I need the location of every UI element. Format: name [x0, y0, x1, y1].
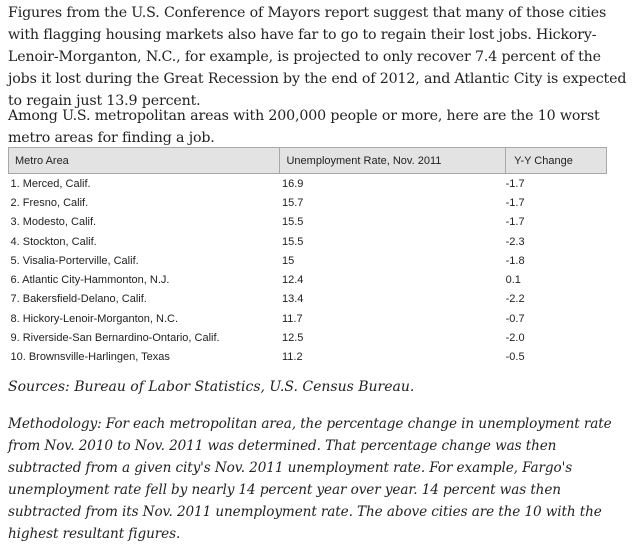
table-row: [9, 251, 607, 270]
table-row: [9, 193, 607, 212]
unemployment-rate-cell: 11.7: [281, 312, 303, 325]
yy-change-cell: -1.7: [505, 177, 525, 190]
metro-area-cell: 1. Merced, Calif.: [10, 177, 91, 190]
unemployment-rate-cell: 15.7: [281, 196, 304, 209]
unemployment-rate-cell: 12.5: [281, 332, 304, 345]
unemployment-rate-cell: 12.4: [281, 274, 304, 287]
table-row: [9, 270, 607, 289]
header-yy-change: Y-Y Change: [506, 148, 607, 174]
table-row: [9, 213, 607, 232]
table-row: [9, 348, 607, 367]
metro-area-cell: 5. Visalia-Porterville, Calif.: [10, 254, 139, 267]
metro-area-cell: 8. Hickory-Lenoir-Morganton, N.C.: [10, 312, 179, 325]
header-unemployment-rate: Unemployment Rate, Nov. 2011: [280, 148, 506, 174]
intro-paragraph: Figures from the U.S. Conference of Mayors report suggest that many of those cities with flagging housing markets also have far to go to regain their lost jobs. Hickory-Lenoir-Morganton, N.C., for example, is projected to only recover 7.4 percent of the jobs it lost during the Great Recession by the end of 2012, and Atlantic City is expected to regain just 13.9 percent.: [8, 5, 627, 109]
metro-area-cell: 9. Riverside-San Bernardino-Ontario, Calif.: [10, 332, 220, 345]
lead-paragraph: Among U.S. metropolitan areas with 200,000 people or more, here are the 10 worst metro areas for finding a job.: [8, 108, 600, 146]
metro-area-cell: 10. Brownsville-Harlingen, Texas: [10, 351, 170, 364]
unemployment-rate-cell: 16.9: [281, 177, 304, 190]
sources-note: Sources: Bureau of Labor Statistics, U.S. Census Bureau.: [8, 379, 415, 395]
unemployment-rate-cell: 15.5: [281, 216, 304, 229]
metro-area-cell: 4. Stockton, Calif.: [10, 235, 97, 248]
yy-change-cell: 0.1: [505, 274, 521, 287]
table-header-row: [9, 148, 607, 174]
yy-change-cell: -2.0: [505, 332, 525, 345]
metro-area-cell: 2. Fresno, Calif.: [10, 196, 89, 209]
unemployment-rate-cell: 13.4: [281, 293, 304, 306]
yy-change-cell: -1.8: [505, 254, 525, 267]
yy-change-cell: -2.2: [505, 293, 525, 306]
yy-change-cell: -1.7: [505, 196, 525, 209]
table-row: [9, 328, 607, 347]
table-row: [9, 309, 607, 328]
worst-metro-areas-table: [8, 147, 607, 367]
unemployment-rate-cell: 11.2: [281, 351, 303, 364]
yy-change-cell: -2.3: [505, 235, 525, 248]
table-row: [9, 174, 607, 194]
yy-change-cell: -0.7: [505, 312, 525, 325]
unemployment-rate-cell: 15: [281, 254, 295, 267]
metro-area-cell: 6. Atlantic City-Hammonton, N.J.: [10, 274, 170, 287]
yy-change-cell: -1.7: [505, 216, 525, 229]
header-metro-area: Metro Area: [9, 148, 280, 174]
metro-area-cell: 7. Bakersfield-Delano, Calif.: [10, 293, 147, 306]
metro-area-cell: 3. Modesto, Calif.: [10, 216, 97, 229]
table-row: [9, 232, 607, 251]
table-row: [9, 290, 607, 309]
methodology-note: Methodology: For each metropolitan area, the percentage change in unemployment rate from Nov. 2010 to Nov. 2011 was determined. That percentage change was then subtracted from a given city's Nov. 2011 unemployment rate. For example, Fargo's unemployment rate fell by nearly 14 percent year over year. 14 percent was then subtracted from its Nov. 2011 unemployment rate. The above cities are the 10 with the highest resultant figures.: [8, 416, 612, 542]
unemployment-rate-cell: 15.5: [281, 235, 304, 248]
yy-change-cell: -0.5: [505, 351, 525, 364]
